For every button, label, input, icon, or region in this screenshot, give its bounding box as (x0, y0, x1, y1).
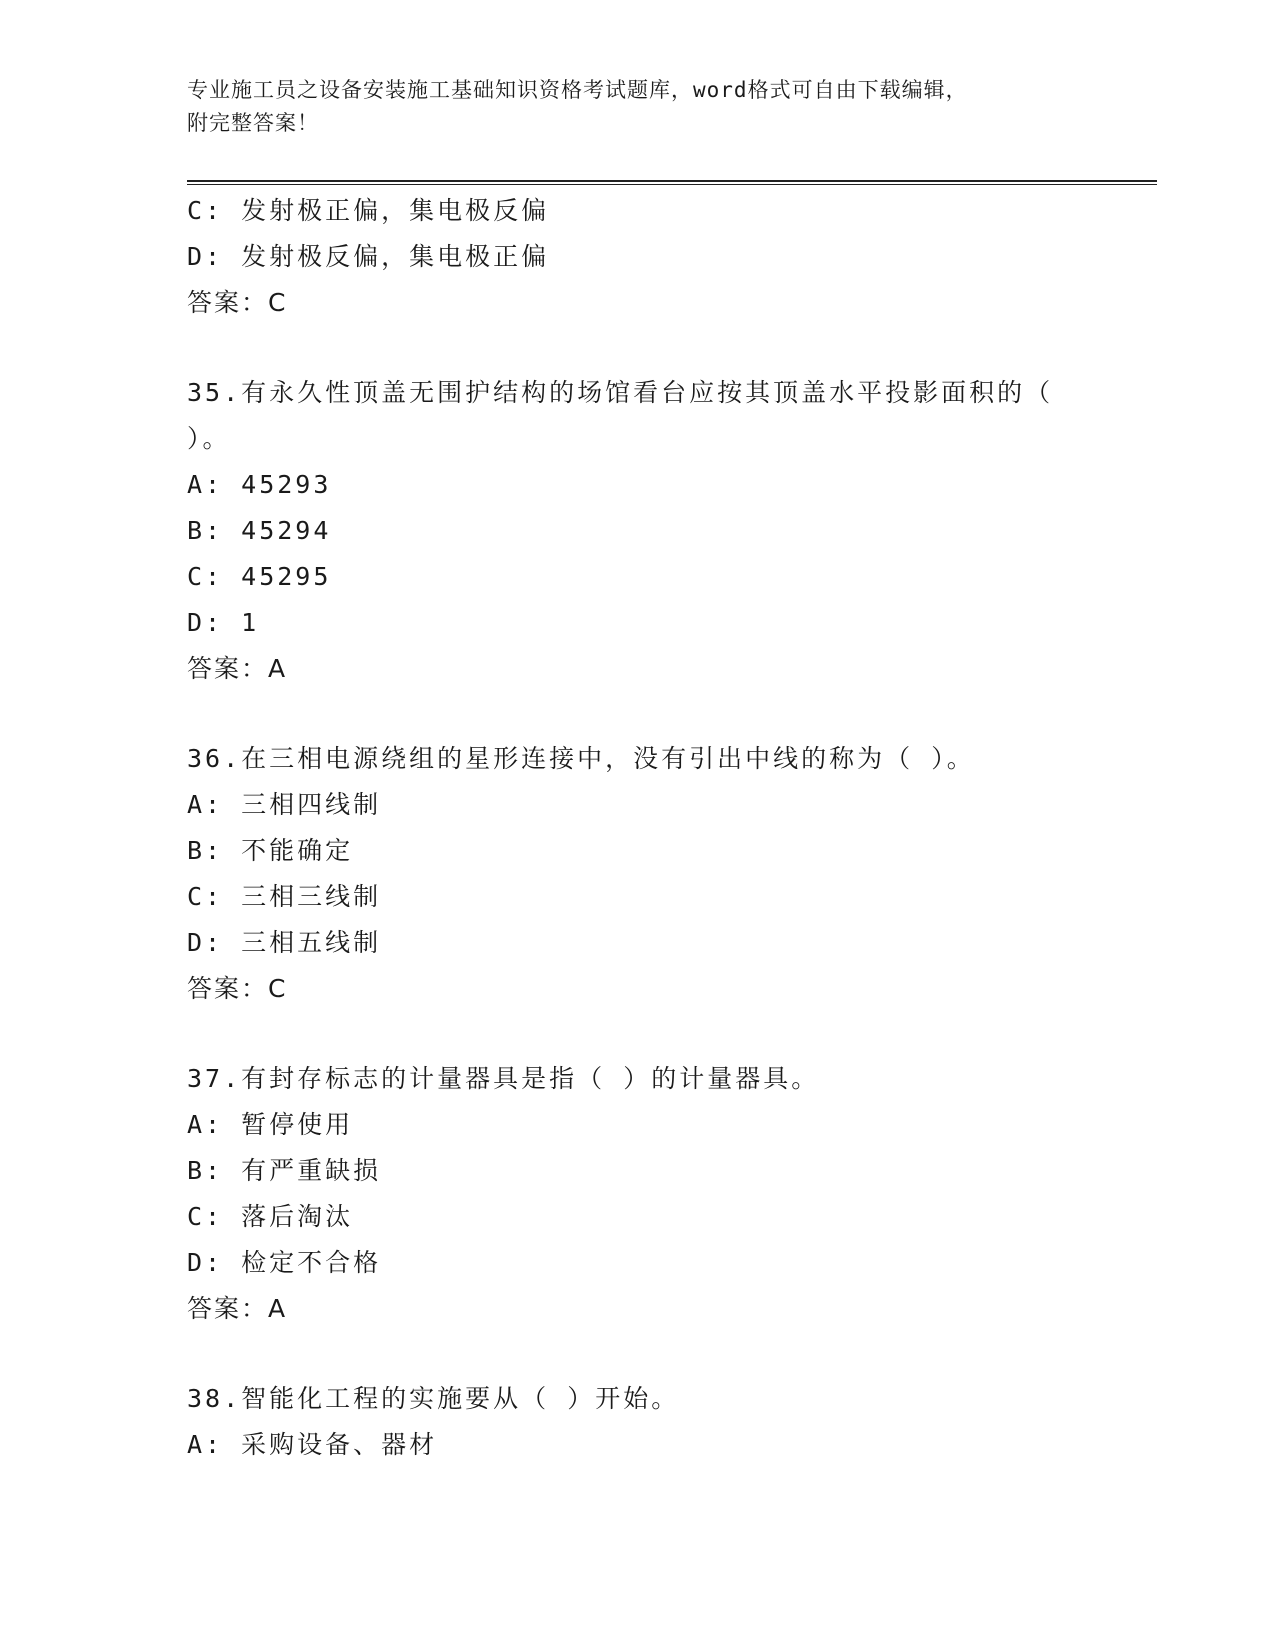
option-d: D: 三相五线制 (187, 928, 382, 957)
header-line-2: 附完整答案！ (187, 111, 319, 135)
option-c: C: 三相三线制 (187, 882, 382, 911)
option-a: A: 45293 (187, 470, 332, 499)
question-stem: 38.智能化工程的实施要从（ ）开始。 (187, 1384, 680, 1413)
option-c: C: 落后淘汰 (187, 1202, 354, 1231)
option-b: B: 不能确定 (187, 836, 354, 865)
option-b: B: 有严重缺损 (187, 1156, 382, 1185)
option-c: C: 发射极正偏，集电极反偏 (187, 196, 550, 225)
answer-line: 答案：C (187, 288, 288, 317)
document-header (187, 74, 1067, 140)
answer-line: 答案：A (187, 654, 288, 683)
option-a: A: 采购设备、器材 (187, 1430, 438, 1459)
answer-line: 答案：C (187, 974, 288, 1003)
header-divider (187, 180, 1157, 185)
question-stem: 36.在三相电源绕组的星形连接中，没有引出中线的称为（ ）。 (187, 744, 975, 773)
option-b: B: 45294 (187, 516, 332, 545)
option-c: C: 45295 (187, 562, 332, 591)
header-line-1: 专业施工员之设备安装施工基础知识资格考试题库，word格式可自由下载编辑， (187, 78, 968, 102)
question-list (187, 188, 1157, 1468)
option-d: D: 检定不合格 (187, 1248, 382, 1277)
option-a: A: 暂停使用 (187, 1110, 354, 1139)
option-a: A: 三相四线制 (187, 790, 382, 819)
question-stem: 35.有永久性顶盖无围护结构的场馆看台应按其顶盖水平投影面积的（ (187, 378, 1054, 407)
question-stem-continued: ）。 (187, 424, 231, 453)
answer-line: 答案：A (187, 1294, 288, 1323)
option-d: D: 1 (187, 608, 260, 637)
question-stem: 37.有封存标志的计量器具是指（ ）的计量器具。 (187, 1064, 820, 1093)
option-d: D: 发射极反偏，集电极正偏 (187, 242, 550, 271)
